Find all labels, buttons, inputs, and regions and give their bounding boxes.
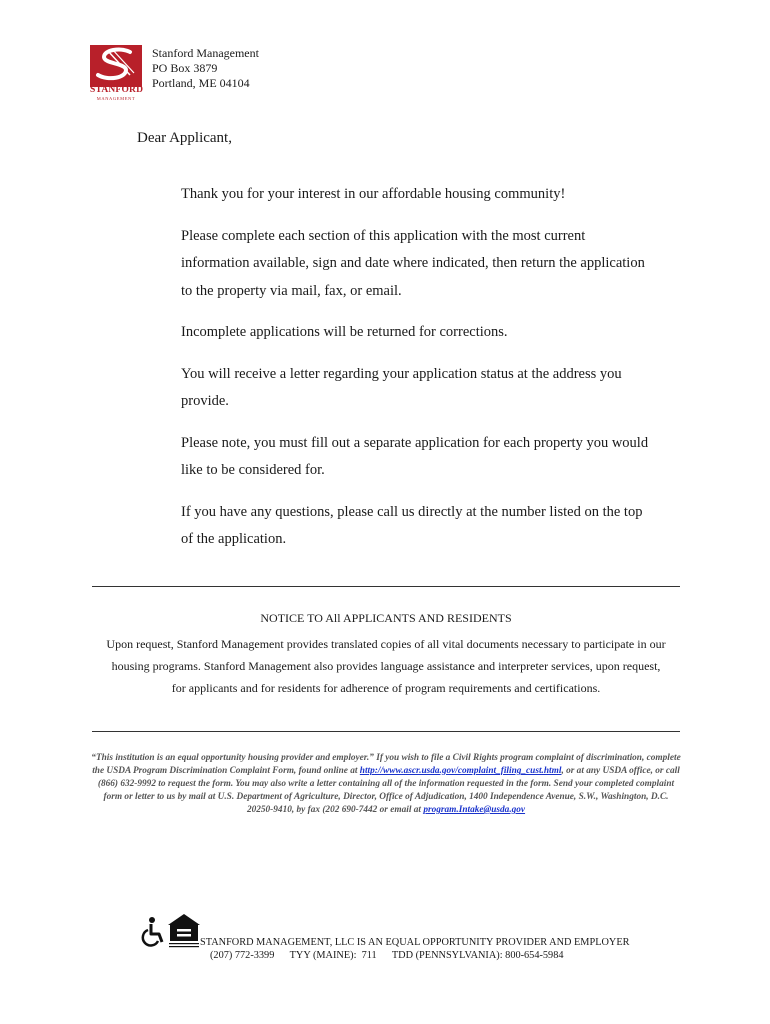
salutation: Dear Applicant, <box>137 130 232 146</box>
usda-email-link[interactable]: program.Intake@usda.gov <box>423 805 526 815</box>
letter-body <box>181 181 651 568</box>
usda-text: “This institution is an equal opportunity housing provider and employer.” If you wish to file a Civil Rights program complaint of discrimination, complete the USDA Program Discrimination Complaint Form, found online at <box>91 753 681 776</box>
address-line: PO Box 3879 <box>152 61 218 75</box>
usda-statement <box>90 752 682 817</box>
equal-housing-icon <box>168 914 200 947</box>
footer <box>200 936 640 962</box>
return-address <box>152 46 259 91</box>
notice-line: Upon request, Stanford Management provides translated copies of all vital documents necessary to participate in our <box>106 637 666 651</box>
letter-paragraph: If you have any questions, please call us directly at the number listed on the top of the application. <box>181 503 643 547</box>
company-logo <box>90 45 142 101</box>
footer-contact-line: (207) 772-3399 TYY (MAINE): 711 TDD (PENNSYLVANIA): 800-654-5984 <box>210 950 564 961</box>
notice-line: housing programs. Stanford Management also provides language assistance and interpreter services, upon request, <box>111 659 661 673</box>
divider <box>92 731 680 732</box>
address-line: Stanford Management <box>152 46 259 60</box>
letter-paragraph: You will receive a letter regarding your application status at the address you provide. <box>181 365 622 409</box>
logo-subtitle: MANAGEMENT <box>96 96 136 101</box>
usda-complaint-link[interactable]: http://www.ascr.usda.gov/complaint_filing_cust.html <box>359 766 562 776</box>
letter-paragraph: Thank you for your interest in our affordable housing community! <box>181 186 566 202</box>
notice-body <box>88 633 684 699</box>
letter-paragraph: Incomplete applications will be returned for corrections. <box>181 324 508 340</box>
letter-paragraph: Please note, you must fill out a separate application for each property you would like to be considered for. <box>181 434 649 478</box>
logo-wordmark: STANFORD <box>90 85 144 95</box>
address-line: Portland, ME 04104 <box>152 76 250 90</box>
accessibility-icon <box>140 916 164 948</box>
divider <box>92 586 680 587</box>
footer-logos <box>140 910 200 950</box>
notice-line: for applicants and for residents for adherence of program requirements and certifications. <box>171 681 601 695</box>
notice-title: NOTICE TO All APPLICANTS AND RESIDENTS <box>260 611 512 625</box>
usda-text: , or at any USDA office, or call (866) 632-9992 to request the form. You may also write a letter containing all of the information requested in the form. Send your completed complaint form or letter to us by mail at U.S. Department of Agriculture, Director, Office of Adjudication, 1400 Independence Avenue, S.W., Washington, D.C. 20250-9410, by fax (202 690-7442 or email at <box>97 766 680 815</box>
logo-s-icon <box>90 45 142 87</box>
letter-paragraph: Please complete each section of this application with the most current information available, sign and date where indicated, then return the application to the property via mail, fax, or email. <box>181 227 645 299</box>
footer-eeo-line: STANFORD MANAGEMENT, LLC IS AN EQUAL OPPORTUNITY PROVIDER AND EMPLOYER <box>200 937 630 948</box>
logo-mark <box>90 45 142 87</box>
